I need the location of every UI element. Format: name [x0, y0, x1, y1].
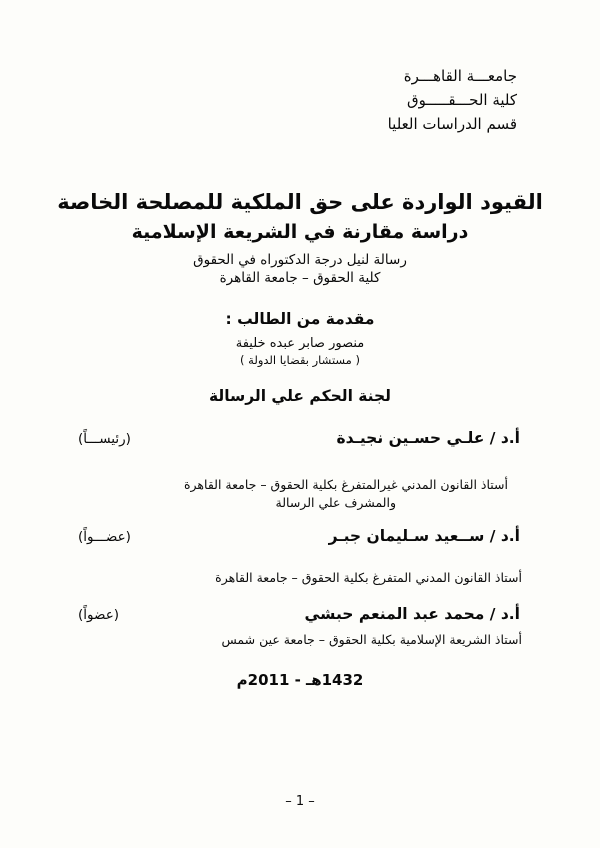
- thesis-faculty-note: كلية الحقوق – جامعة القاهرة: [219, 270, 381, 286]
- university-header: [388, 64, 517, 136]
- faculty-name: كلية الحـــقـــــوق: [407, 91, 517, 109]
- thesis-title: القيود الواردة على حق الملكية للمصلحة الخاصة: [57, 190, 543, 214]
- thesis-subtitle: دراسة مقارنة في الشريعة الإسلامية: [131, 221, 469, 243]
- department-name: قسم الدراسات العليا: [387, 115, 517, 133]
- committee-member-row: [78, 527, 520, 545]
- committee-member-row: [78, 605, 520, 623]
- member-name: أ.د / ســعيد سـليمان جبـر: [328, 527, 520, 545]
- member-description: [60, 631, 522, 649]
- member-name: أ.د / علـي حسـين نجيـدة: [336, 429, 520, 447]
- thesis-degree-note: رسالة لنيل درجة الدكتوراه في الحقوق: [193, 252, 407, 268]
- committee-member-row: [78, 429, 520, 447]
- student-name: منصور صابر عبده خليفة: [235, 336, 365, 351]
- member-role: (عضواً): [78, 607, 120, 623]
- member-description-line: أستاذ القانون المدني غيرالمتفرغ بكلية الحقوق – جامعة القاهرة: [183, 477, 508, 492]
- page-number: – 1 –: [285, 794, 315, 809]
- member-description: [60, 569, 522, 587]
- student-block: [0, 309, 600, 368]
- member-role: (عضـــواً): [78, 529, 131, 545]
- member-description-line: والمشرف علي الرسالة: [275, 494, 396, 510]
- committee-heading: لجنة الحكم علي الرسالة: [208, 387, 392, 405]
- university-name: جامعـــة القاهـــرة: [403, 67, 517, 85]
- member-description: [60, 476, 508, 511]
- member-description-line: أستاذ الشريعة الإسلامية بكلية الحقوق – جامعة عين شمس: [221, 632, 522, 647]
- member-description-line: أستاذ القانون المدني المتفرغ بكلية الحقوق – جامعة القاهرة: [215, 570, 522, 585]
- title-block: [0, 188, 600, 287]
- member-role: (رئيســـاً): [78, 431, 131, 447]
- student-heading: مقدمة من الطالب :: [225, 310, 375, 328]
- hijri-gregorian-date: 1432هـ - 2011م: [236, 671, 364, 689]
- student-note: ( مستشار بقضايا الدولة ): [240, 353, 360, 367]
- member-name: أ.د / محمد عبد المنعم حبشي: [304, 605, 520, 623]
